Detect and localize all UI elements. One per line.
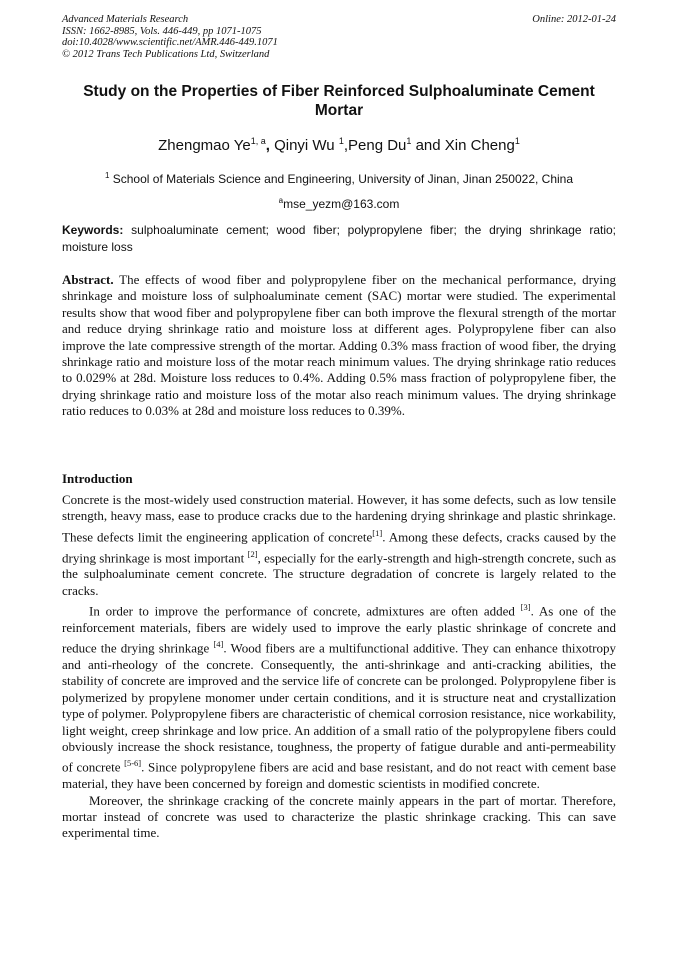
- author-name: Qinyi Wu: [274, 137, 339, 154]
- keywords-text: sulphoaluminate cement; wood fiber; polypropylene fiber; the drying shrinkage ratio; moisture loss: [62, 223, 616, 254]
- running-header: [62, 14, 616, 60]
- abstract-text: The effects of wood fiber and polypropylene fiber on the mechanical performance, drying shrinkage and moisture loss of sulphoaluminate cement (SAC) mortar were studied. The experimental results show that wood fiber and polypropylene fiber can both improve the flexural strength of the mortar and reduce drying shrinkage ratio and moisture loss at different ages. Polypropylene fiber can also improve the late compressive strength of the mortar. Adding 0.3% mass fraction of wood fiber, the drying shrinkage ratio and moisture loss of the motar reach minimum values. The drying shrinkage ratio reduces to 0.029% at 28d. Moisture loss reduces to 0.4%. Adding 0.5% mass fraction of polypropylene fiber, the drying shrinkage ratio and moisture loss of the motar also reach minimum values. The drying shrinkage ratio reduces to 0.03% at 28d and moisture loss reduces to 0.39%.: [62, 272, 617, 419]
- abstract-label: Abstract.: [62, 272, 114, 287]
- paragraph-text: Concrete is the most-widely used construction material. However, it has some defects, such as low tensile strength, heavy mass, ease to produce cracks due to the hardening drying shrinkage and plastic shrinkage. These defects limit the engineering application of concrete: [62, 492, 616, 545]
- paragraph: [62, 492, 616, 599]
- paragraph-text: In order to improve the performance of concrete, admixtures are often added: [89, 603, 521, 619]
- paragraph-text: . Since polypropylene fibers are acid and base resistant, and do not react with cement base material, they have been concerned by foreign and domestic scientists in modified concrete.: [62, 759, 616, 792]
- author-name: Xin Cheng: [444, 137, 515, 154]
- paragraph-text: . Among these defects, cracks caused by the drying shrinkage is most important: [62, 529, 616, 565]
- citation-ref: [2]: [247, 548, 258, 559]
- author-list: [62, 131, 616, 156]
- author-name: Peng Du: [348, 137, 407, 154]
- keywords: [62, 222, 616, 256]
- author-sep: ,: [265, 137, 275, 154]
- doi-line: doi:10.4028/www.scientific.net/AMR.446-449.1071: [62, 37, 278, 48]
- introduction-body: [62, 492, 616, 842]
- journal-name: Advanced Materials Research: [62, 14, 189, 25]
- paragraph: [62, 793, 616, 842]
- keywords-label: Keywords:: [62, 223, 124, 237]
- affiliation-text: School of Materials Science and Engineering, University of Jinan, Jinan 250022, China: [112, 172, 574, 186]
- online-date: Online: 2012-01-24: [532, 14, 616, 25]
- citation-ref: [5-6]: [124, 758, 142, 769]
- email-line: [62, 193, 616, 212]
- paragraph-text: Moreover, the shrinkage cracking of the concrete mainly appears in the part of mortar. Therefore, mortar instead of concrete was used to characterize the plastic shrinkage cracking. This can save experimental time.: [62, 792, 616, 841]
- affiliation: [62, 168, 616, 187]
- paragraph: [62, 599, 616, 792]
- citation-ref: [1]: [372, 527, 383, 538]
- author-sup: 1, a: [250, 136, 266, 146]
- paragraph-text: . Wood fibers are a multifunctional additive. They can enhance thixotropy and anti-rheology of the concrete. Consequently, the anti-shrinkage and anti-cracking abilities, the stability of concrete are improved and the service life of concrete can be prolonged. Polypropylene fiber is polymerized by propylene monomer under certain conditions, and it is structure neat and crystallization type of polymer. Polypropylene fibers are characteristic of chemical corrosion resistance, nice workability, light weight, creep shrinkage and low price. An addition of a small ratio of the polypropylene fibers could obviously increase the shock resistance, toughness, the property of fatigue durable and anti-permeability of concrete: [62, 640, 616, 775]
- email-address: mse_yezm@163.com: [283, 197, 400, 211]
- affiliation-sup: 1: [104, 171, 110, 180]
- paper-title: Study on the Properties of Fiber Reinforced Sulphoaluminate Cement Mortar: [83, 83, 595, 119]
- citation-ref: [4]: [213, 639, 224, 650]
- issn-line: ISSN: 1662-8985, Vols. 446-449, pp 1071-1075: [62, 25, 262, 37]
- author-sup: 1: [514, 136, 520, 146]
- abstract: [62, 272, 616, 420]
- citation-ref: [3]: [520, 602, 531, 613]
- section-heading-introduction: Introduction: [62, 471, 133, 486]
- email-sup: a: [278, 196, 284, 205]
- author-sup: 1: [338, 136, 344, 146]
- copyright-line: © 2012 Trans Tech Publications Ltd, Switzerland: [62, 48, 270, 60]
- author-sep: and: [411, 137, 445, 154]
- author-sep: ,: [343, 137, 349, 154]
- paragraph-text: . As one of the reinforcement materials, fibers are widely used to improve the early plastic shrinkage of concrete and reduce the drying shrinkage: [62, 603, 616, 656]
- paragraph-text: , especially for the early-strength and high-strength concrete, such as the sulphoaluminate cement concrete. The structure degradation of concrete is largely related to the cracks.: [62, 549, 617, 598]
- author-sup: 1: [406, 136, 412, 146]
- author-name: Zhengmao Ye: [158, 137, 251, 154]
